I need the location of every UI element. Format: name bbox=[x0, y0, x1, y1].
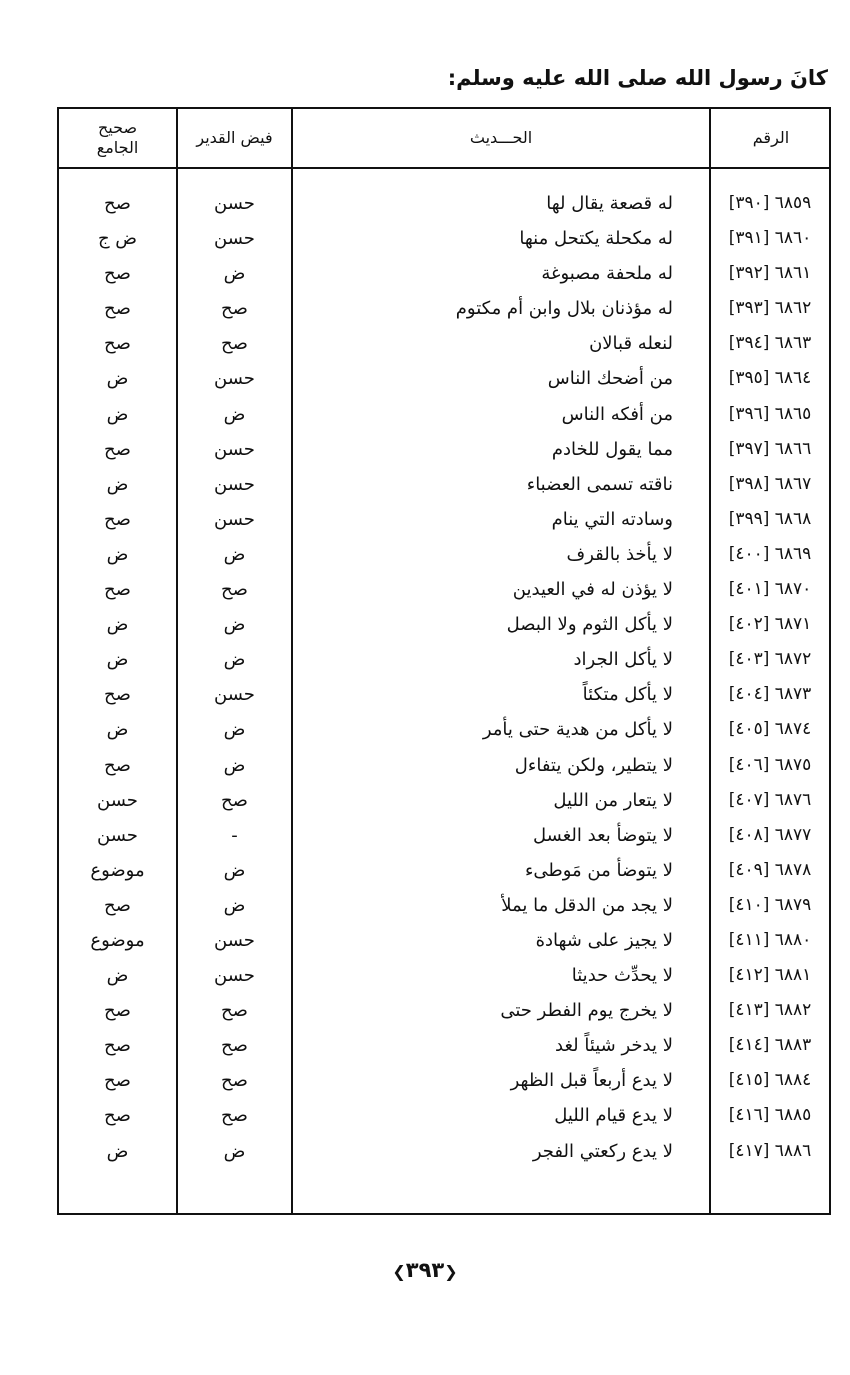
hadith-number: ٦٨٦٦ [٣٩٧] bbox=[728, 438, 812, 459]
table-row bbox=[59, 888, 829, 923]
table-row bbox=[59, 572, 829, 607]
hadith-text: لا يدخر شيئاً لغد bbox=[555, 1035, 673, 1057]
hadith-text: لا يأكل الثوم ولا البصل bbox=[506, 614, 673, 636]
table-row bbox=[59, 326, 829, 361]
sahih-grade: موضوع bbox=[90, 929, 145, 951]
hadith-text: لا يحدِّث حديثا bbox=[571, 965, 673, 987]
faid-grade: صح bbox=[221, 1070, 248, 1092]
hadith-text: له قصعة يقال لها bbox=[546, 193, 673, 214]
hadith-number: ٦٨٧١ [٤٠٢] bbox=[728, 614, 812, 635]
sahih-grade: حسن bbox=[97, 824, 138, 846]
hadith-number: ٦٨٨١ [٤١٢] bbox=[728, 965, 812, 986]
table-row bbox=[59, 712, 829, 747]
faid-grade: ض bbox=[223, 754, 246, 776]
faid-grade: ض bbox=[223, 894, 246, 916]
faid-grade: حسن bbox=[214, 929, 255, 951]
sahih-grade: ض bbox=[106, 543, 129, 565]
hadith-text: له مكحلة يكتحل منها bbox=[519, 228, 673, 250]
hadith-text: لا يؤذن له في العيدين bbox=[512, 579, 673, 601]
hadith-number: ٦٨٦٤ [٣٩٥] bbox=[728, 368, 812, 389]
hadith-number: ٦٨٥٩ [٣٩٠] bbox=[728, 193, 812, 213]
hadith-text: لا يتطير، ولكن يتفاءل bbox=[514, 754, 673, 776]
faid-grade: حسن bbox=[214, 965, 255, 987]
page-number-value: ٣٩٣ bbox=[405, 1258, 445, 1282]
hadith-number: ٦٨٦٧ [٣٩٨] bbox=[728, 473, 812, 494]
hadith-number: ٦٨٦٢ [٣٩٣] bbox=[728, 298, 812, 319]
hadith-number: ٦٨٧٧ [٤٠٨] bbox=[728, 824, 812, 845]
faid-grade: ض bbox=[223, 859, 246, 881]
table-row bbox=[59, 818, 829, 853]
hadith-text: لا يأكل متكئاً bbox=[582, 684, 673, 706]
table-row bbox=[59, 221, 829, 256]
hadith-text: ناقته تسمى العضباء bbox=[526, 473, 673, 495]
sahih-grade: ض bbox=[106, 368, 129, 390]
faid-grade: حسن bbox=[214, 438, 255, 460]
table-row bbox=[59, 361, 829, 396]
hadith-text: لا يأكل من هدية حتى يأمر bbox=[482, 719, 673, 741]
table-row bbox=[59, 432, 829, 467]
sahih-grade: ض bbox=[106, 614, 129, 636]
faid-grade: حسن bbox=[214, 193, 255, 214]
sahih-grade: موضوع bbox=[90, 859, 145, 881]
sahih-grade: صح bbox=[104, 1035, 131, 1057]
sahih-grade: صح bbox=[104, 193, 131, 214]
faid-grade: حسن bbox=[214, 228, 255, 250]
hadith-number: ٦٨٦١ [٣٩٢] bbox=[728, 263, 812, 284]
table-row bbox=[59, 1134, 829, 1169]
hadith-text: من أفكه الناس bbox=[561, 403, 673, 425]
hadith-text: له مؤذنان بلال وابن أم مكتوم bbox=[455, 298, 673, 320]
hadith-number: ٦٨٧٠ [٤٠١] bbox=[728, 579, 812, 600]
hadith-text: لا يتوضأ من مَوطىء bbox=[524, 859, 673, 881]
faid-grade: صح bbox=[221, 789, 248, 811]
sahih-grade: ض bbox=[106, 473, 129, 495]
faid-grade: حسن bbox=[214, 473, 255, 495]
sahih-grade: ض bbox=[106, 403, 129, 425]
hadith-text: له ملحفة مصبوغة bbox=[541, 263, 673, 285]
table-row bbox=[59, 923, 829, 958]
sahih-grade: صح bbox=[104, 438, 131, 460]
faid-grade: صح bbox=[221, 579, 248, 601]
table-row bbox=[59, 1098, 829, 1133]
column-header-hadith: الحـــديث bbox=[469, 128, 533, 147]
table-row bbox=[59, 1028, 829, 1063]
column-header-sahih-line1: صحيح bbox=[97, 118, 138, 137]
hadith-number: ٦٨٧٨ [٤٠٩] bbox=[728, 859, 812, 880]
hadith-text: مما يقول للخادم bbox=[551, 438, 673, 460]
column-header-sahih-line2: الجامع bbox=[96, 138, 139, 157]
hadith-text: لا يدع ركعتي الفجر bbox=[532, 1140, 673, 1162]
faid-grade: ض bbox=[223, 403, 246, 425]
table-row bbox=[59, 397, 829, 432]
faid-grade: صح bbox=[221, 1035, 248, 1057]
hadith-number: ٦٨٨٣ [٤١٤] bbox=[728, 1035, 812, 1056]
page-number bbox=[0, 1258, 850, 1282]
table-row bbox=[59, 993, 829, 1028]
faid-grade: صح bbox=[221, 333, 248, 355]
hadith-number: ٦٨٧٤ [٤٠٥] bbox=[728, 719, 812, 740]
hadith-number: ٦٨٧٥ [٤٠٦] bbox=[728, 754, 812, 775]
table-row bbox=[59, 291, 829, 326]
hadith-text: لا يأكل الجراد bbox=[573, 649, 673, 671]
faid-grade: ض bbox=[223, 1140, 246, 1162]
page-header-title: كانَ رسول الله صلى الله عليه وسلم: bbox=[447, 66, 828, 90]
hadith-table bbox=[57, 107, 831, 1215]
sahih-grade: ض bbox=[106, 719, 129, 741]
hadith-number: ٦٨٨٠ [٤١١] bbox=[728, 929, 812, 950]
sahih-grade: ض bbox=[106, 649, 129, 671]
faid-grade: صح bbox=[221, 1105, 248, 1127]
faid-grade: صح bbox=[221, 1000, 248, 1022]
sahih-grade: صح bbox=[104, 1105, 131, 1127]
table-row bbox=[59, 783, 829, 818]
sahih-grade: حسن bbox=[97, 789, 138, 811]
table-row bbox=[59, 642, 829, 677]
hadith-number: ٦٨٦٨ [٣٩٩] bbox=[728, 508, 812, 529]
sahih-grade: ض ج bbox=[97, 228, 138, 250]
table-row bbox=[59, 607, 829, 642]
table-row bbox=[59, 502, 829, 537]
table-row bbox=[59, 853, 829, 888]
hadith-text: لا يدع قيام الليل bbox=[554, 1105, 673, 1127]
column-header-faid-alqadir: فيض القدير bbox=[196, 128, 273, 147]
sahih-grade: صح bbox=[104, 333, 131, 355]
sahih-grade: ض bbox=[106, 1140, 129, 1162]
hadith-number: ٦٨٧٣ [٤٠٤] bbox=[728, 684, 812, 705]
hadith-text: لا يأخذ بالقرف bbox=[566, 543, 673, 565]
column-header-number: الرقم bbox=[752, 128, 790, 147]
hadith-text: لا يجيز على شهادة bbox=[535, 929, 673, 951]
table-row bbox=[59, 186, 829, 221]
column-header-sahih-aljami bbox=[59, 109, 176, 167]
table-row bbox=[59, 677, 829, 712]
table-row bbox=[59, 467, 829, 502]
sahih-grade: صح bbox=[104, 894, 131, 916]
faid-grade: ض bbox=[223, 719, 246, 741]
hadith-text: لا يدع أربعاً قبل الظهر bbox=[510, 1070, 673, 1092]
faid-grade: ض bbox=[223, 649, 246, 671]
table-row bbox=[59, 537, 829, 572]
faid-grade: حسن bbox=[214, 684, 255, 706]
ornament-right: ❯ bbox=[444, 1262, 458, 1281]
hadith-text: لا يتعار من الليل bbox=[553, 789, 673, 811]
table-row bbox=[59, 256, 829, 291]
sahih-grade: صح bbox=[104, 298, 131, 320]
hadith-number: ٦٨٦٩ [٤٠٠] bbox=[728, 543, 812, 564]
hadith-number: ٦٨٨٦ [٤١٧] bbox=[728, 1140, 812, 1161]
hadith-number: ٦٨٧٢ [٤٠٣] bbox=[728, 649, 812, 670]
hadith-number: ٦٨٦٥ [٣٩٦] bbox=[728, 403, 812, 424]
hadith-text: لا يتوضأ بعد الغسل bbox=[533, 824, 673, 846]
hadith-text: وسادته التي ينام bbox=[551, 508, 673, 530]
table-body bbox=[59, 186, 829, 1169]
hadith-number: ٦٨٧٦ [٤٠٧] bbox=[728, 789, 812, 810]
sahih-grade: صح bbox=[104, 684, 131, 706]
hadith-text: لا يخرج يوم الفطر حتى bbox=[500, 1000, 673, 1022]
sahih-grade: صح bbox=[104, 1070, 131, 1092]
sahih-grade: صح bbox=[104, 754, 131, 776]
faid-grade: - bbox=[231, 824, 238, 846]
faid-grade: ض bbox=[223, 263, 246, 285]
faid-grade: ض bbox=[223, 543, 246, 565]
faid-grade: صح bbox=[221, 298, 248, 320]
table-row bbox=[59, 1063, 829, 1098]
hadith-text: من أضحك الناس bbox=[547, 368, 673, 390]
hadith-text: لنعله قبالان bbox=[589, 333, 673, 355]
sahih-grade: ض bbox=[106, 965, 129, 987]
table-row bbox=[59, 958, 829, 993]
sahih-grade: صح bbox=[104, 263, 131, 285]
faid-grade: حسن bbox=[214, 508, 255, 530]
hadith-number: ٦٨٨٤ [٤١٥] bbox=[728, 1070, 812, 1091]
hadith-number: ٦٨٦٠ [٣٩١] bbox=[728, 228, 812, 249]
table-row bbox=[59, 748, 829, 783]
header-divider bbox=[59, 167, 829, 169]
faid-grade: ض bbox=[223, 614, 246, 636]
hadith-number: ٦٨٨٢ [٤١٣] bbox=[728, 1000, 812, 1021]
sahih-grade: صح bbox=[104, 579, 131, 601]
hadith-text: لا يجد من الدقل ما يملأ bbox=[501, 894, 673, 916]
faid-grade: حسن bbox=[214, 368, 255, 390]
hadith-number: ٦٨٦٣ [٣٩٤] bbox=[728, 333, 812, 354]
ornament-left: ❮ bbox=[392, 1262, 406, 1281]
sahih-grade: صح bbox=[104, 508, 131, 530]
sahih-grade: صح bbox=[104, 1000, 131, 1022]
hadith-number: ٦٨٧٩ [٤١٠] bbox=[728, 894, 812, 915]
hadith-number: ٦٨٨٥ [٤١٦] bbox=[728, 1105, 812, 1126]
